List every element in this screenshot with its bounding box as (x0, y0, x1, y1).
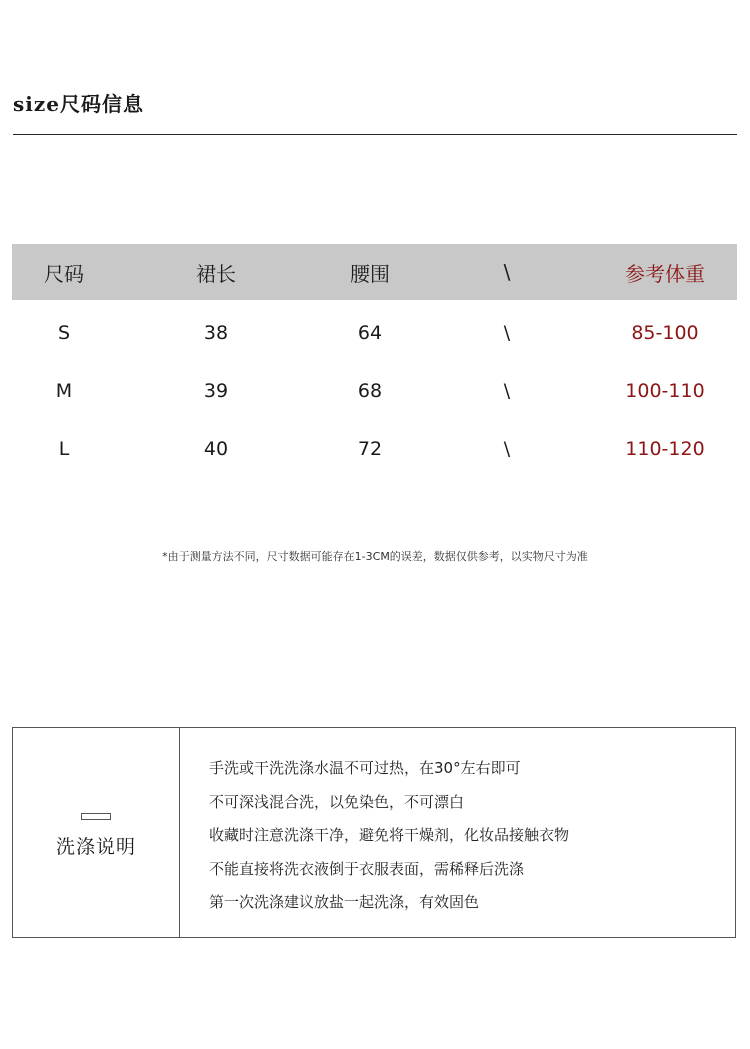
washing-instructions-list (209, 752, 569, 920)
header-skirt-length: 裙长 (196, 261, 236, 286)
cell-blank: \ (503, 322, 511, 344)
cell-waist: 68 (357, 380, 383, 402)
header-size: 尺码 (44, 261, 84, 286)
cell-skirt-length: 38 (203, 322, 229, 344)
cell-size: M (55, 380, 73, 402)
table-row (12, 358, 737, 416)
cell-blank: \ (503, 438, 511, 460)
cell-waist: 72 (357, 438, 383, 460)
list-item: 不能直接将洗衣液倒于衣服表面，需稀释后洗涤 (209, 859, 525, 878)
label-icon (81, 813, 111, 820)
list-item: 不可深浅混合洗，以免染色，不可漂白 (209, 792, 465, 811)
header-weight: 参考体重 (625, 261, 705, 286)
cell-weight: 100-110 (625, 380, 705, 402)
size-table (12, 244, 737, 474)
table-row (12, 300, 737, 358)
table-header-row (12, 244, 737, 300)
cell-size: S (57, 322, 71, 344)
cell-weight: 110-120 (625, 438, 705, 460)
header-blank: \ (503, 260, 511, 284)
cell-size: L (58, 438, 70, 460)
cell-waist: 64 (357, 322, 383, 344)
washing-instructions-box (12, 727, 736, 938)
header-waist: 腰围 (350, 261, 390, 286)
list-item: 收藏时注意洗涤干净，避免将干燥剂，化妆品接触衣物 (209, 826, 570, 844)
cell-weight: 85-100 (631, 322, 699, 344)
title-divider (13, 134, 737, 135)
wash-box-divider (179, 728, 180, 937)
page-title: size尺码信息 (13, 92, 144, 116)
washing-instructions-label: 洗涤说明 (55, 836, 136, 858)
cell-blank: \ (503, 380, 511, 402)
table-row (12, 416, 737, 474)
list-item: 第一次洗涤建议放盐一起洗涤，有效固色 (209, 893, 480, 911)
cell-skirt-length: 39 (203, 380, 229, 402)
measurement-note: *由于测量方法不同，尺寸数据可能存在1-3CM的误差，数据仅供参考，以实物尺寸为准 (162, 550, 588, 563)
list-item: 手洗或干洗洗涤水温不可过热，在30°左右即可 (209, 759, 521, 777)
cell-skirt-length: 40 (203, 438, 229, 460)
